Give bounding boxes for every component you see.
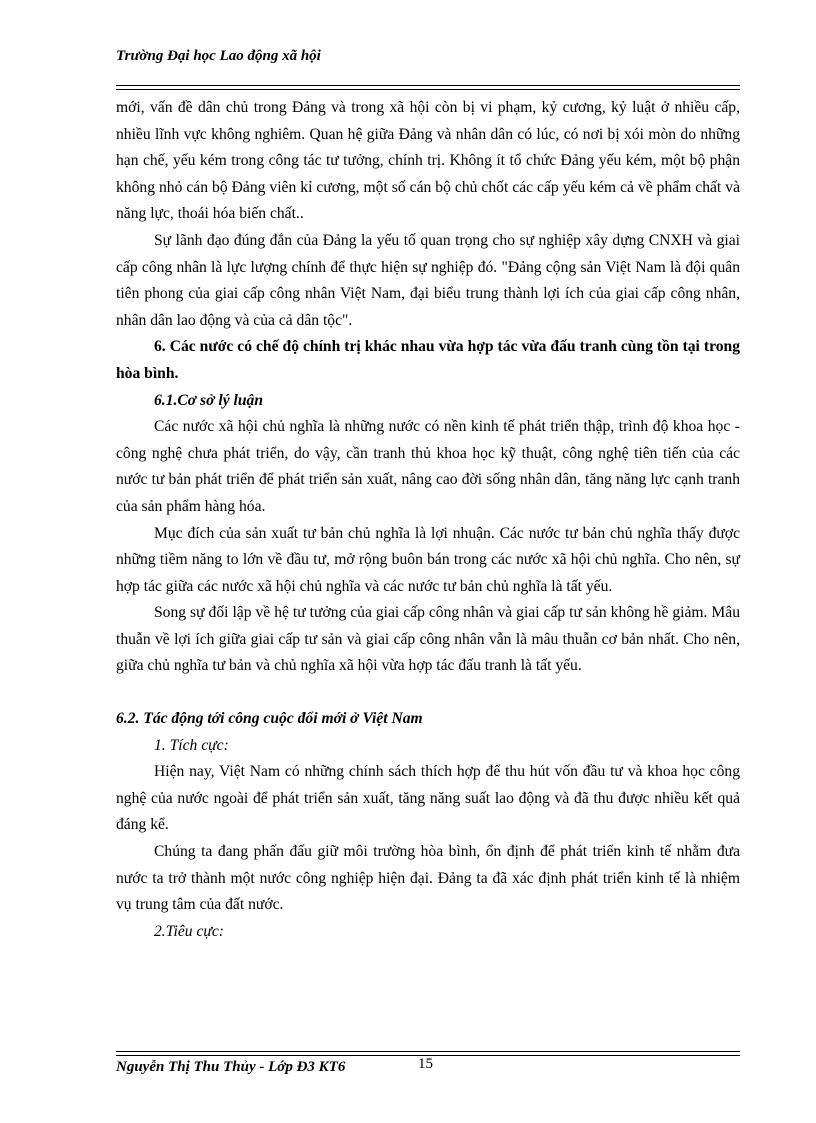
section-heading-6-2: 6.2. Tác động tới công cuộc đổi mới ở Việt Nam <box>116 710 423 728</box>
footer-author: Nguyễn Thị Thu Thủy - Lớp Đ3 KT6 <box>116 1059 346 1075</box>
paragraph-socialist-countries: Các nước xã hội chủ nghĩa là những nước có nền kinh tế phát triển thập, trình độ khoa học - công nghệ chưa phát triển, do vậy, cần tranh thủ khoa học kỹ thuật, công nghệ tiên tiến của các nước tư bản phát triển để phát triển sản xuất, nâng cao đời sống nhân dân, tăng năng lực cạnh tranh của sản phẩm hàng hóa. <box>116 418 740 515</box>
paragraph-investment-policy: Hiện nay, Việt Nam có những chính sách thích hợp để thu hút vốn đầu tư và khoa học công nghệ của nước ngoài để phát triển sản xuất, tăng năng suất lao động và đã thu được nhiều kết quả đáng kể. <box>116 763 740 834</box>
paragraph-continuation: mới, vấn đề dân chủ trong Đảng và trong xã hội còn bị vi phạm, kỷ cương, kỷ luật ở nhiều cấp, nhiều lĩnh vực không nghiêm. Quan hệ giữa Đảng và nhân dân có lúc, có nơi bị xói mòn do những hạn chế, yếu kém trong công tác tư tưởng, chính trị. Không ít tổ chức Đảng yếu kém, một bộ phận không nhỏ cán bộ Đảng viên kỉ cương, một số cán bộ chủ chốt các cấp yếu kém cả về phẩm chất và năng lực, thoái hóa biến chất.. <box>116 99 740 223</box>
header-rule-top <box>116 85 740 86</box>
paragraph-ideology-contrast: Song sự đối lập về hệ tư tưởng của giai cấp công nhân và giai cấp tư sản không hề giảm. Mâu thuẫn về lợi ích giữa giai cấp tư sản và giai cấp công nhân vẫn là mâu thuẫn cơ bản nhất. Cho nên, giữa chủ nghĩa tư bản và chủ nghĩa xã hội vừa hợp tác đấu tranh là tất yếu. <box>116 604 740 675</box>
document-body <box>116 95 740 945</box>
header-rule-bottom <box>116 89 740 90</box>
subheading-negative: 2.Tiêu cực: <box>154 922 224 940</box>
page-number: 15 <box>418 1056 433 1072</box>
header-title: Trường Đại học Lao động xã hội <box>116 48 321 64</box>
section-heading-6-1: 6.1.Cơ sở lý luận <box>154 391 264 409</box>
footer-rule-top <box>116 1051 740 1052</box>
paragraph-party-leadership: Sự lãnh đạo đúng đắn của Đảng la yếu tố quan trọng cho sự nghiệp xây dựng CNXH và giai cấp công nhân là lực lượng chính để thực hiện sự nghiệp đó. "Đảng cộng sản Việt Nam là đội quân tiên phong của giai cấp công nhân Việt Nam, đại biểu trung thành lợi ích của giai cấp công nhân, nhân dân lao động và của cả dân tộc". <box>116 231 740 329</box>
blank-line <box>116 680 740 706</box>
paragraph-peaceful-environment: Chúng ta đang phấn đấu giữ môi trường hòa bình, ổn định để phát triển kinh tế nhằm đưa nước ta trở thành một nước công nghiệp hiện đại. Đảng ta đã xác định phát triển kinh tế là nhiệm vụ trung tâm của đất nước. <box>116 843 740 914</box>
paragraph-capitalist-profit: Mục đích của sản xuất tư bản chủ nghĩa là lợi nhuận. Các nước tư bản chủ nghĩa thấy được những tiềm năng to lớn về đầu tư, mở rộng buôn bán trong các nước xã hội chủ nghĩa. Cho nên, sự hợp tác giữa các nước xã hội chủ nghĩa và các nước tư bản chủ nghĩa là tất yếu. <box>116 524 740 595</box>
subheading-positive: 1. Tích cực: <box>154 736 229 754</box>
section-heading-6: 6. Các nước có chế độ chính trị khác nhau vừa hợp tác vừa đấu tranh cùng tồn tại trong hòa bình. <box>116 338 740 382</box>
